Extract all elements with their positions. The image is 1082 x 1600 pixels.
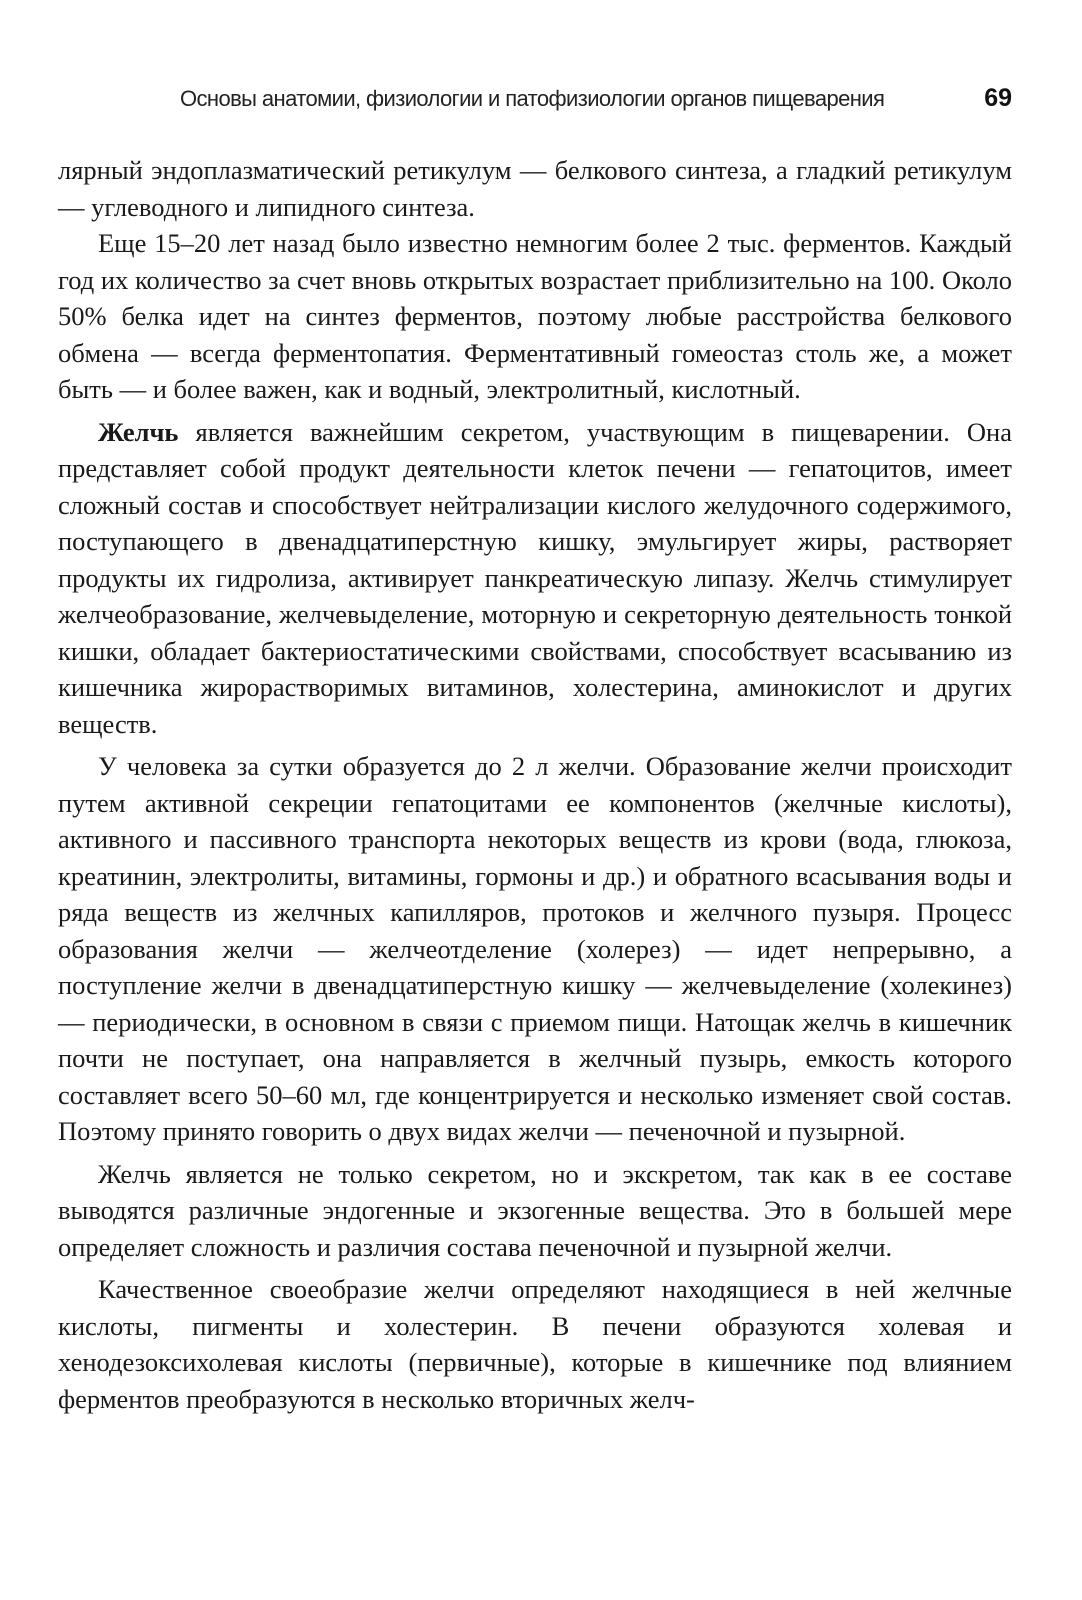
body-text <box>58 152 1012 1417</box>
paragraph-bile-excretion <box>58 1156 1012 1266</box>
paragraph-bile-formation <box>58 748 1012 1150</box>
paragraph-continuation <box>58 152 1012 225</box>
paragraph-text: является важнейшим секретом, участвующим в пищеварении. Она представляет собой продукт деятельности клеток печени — гепатоцитов, имеет сложный состав и способствует нейтрализации кислого желудочного содержимого, поступающего в двенадцатиперстную кишку, эмульгирует жиры, растворяет продукты их гидролиза, активирует панкреатическую липазу. Желчь стимулирует желчеобразование, желчевыделение, моторную и секреторную деятельность тонкой кишки, обладает бактериостатическими свойствами, способствует всасыванию из кишечника жирорастворимых витаминов, холестерина, аминокислот и других веществ. <box>58 416 1012 739</box>
paragraph-bile-acids <box>58 1271 1012 1417</box>
page-number: 69 <box>984 84 1012 112</box>
running-header <box>180 84 1012 124</box>
running-header-title: Основы анатомии, физиологии и патофизиологии органов пищеварения <box>180 86 885 111</box>
paragraph-text: Желчь является не только секретом, но и экскретом, так как в ее составе выводятся различные эндогенные и экзогенные вещества. Это в большей мере определяет сложность и различия состава печеночной и пузырной желчи. <box>58 1158 1012 1262</box>
paragraph-text: У человека за сутки образуется до 2 л желчи. Образование желчи происходит путем активной секреции гепатоцитами ее компонентов (желчные кислоты), активного и пассивного транспорта некоторых веществ из крови (вода, глюкоза, креатинин, электролиты, витамины, гормоны и др.) и обратного всасывания воды и ряда веществ из желчных капилляров, протоков и желчного пузыря. Процесс образования желчи — желчеотделение (холерез) — идет непрерывно, а поступление желчи в двенадцатиперстную кишку — желчевыделение (холекинез) — периодически, в основном в связи с приемом пищи. Натощак желчь в кишечник почти не поступает, она направляется в желчный пузырь, емкость которого составляет всего 50–60 мл, где концентрируется и несколько изменяет свой состав. Поэтому принято говорить о двух видах желчи — печеночной и пузырной. <box>58 751 1012 1146</box>
paragraph-text: лярный эндоплазматический ретикулум — белкового синтеза, а гладкий ретикулум — углеводного и липидного синтеза. <box>58 155 1012 222</box>
paragraph-enzymes <box>58 225 1012 408</box>
bold-term: Желчь <box>98 416 179 447</box>
paragraph-bile <box>58 414 1012 743</box>
paragraph-text: Еще 15–20 лет назад было известно немногим более 2 тыс. ферментов. Каждый год их количество за счет вновь открытых возрастает приблизительно на 100. Около 50% белка идет на синтез ферментов, поэтому любые расстройства белкового обмена — всегда ферментопатия. Ферментативный гомеостаз столь же, а может быть — и более важен, как и водный, электролитный, кислотный. <box>58 228 1012 404</box>
paragraph-text: Качественное своеобразие желчи определяют находящиеся в ней желчные кислоты, пигменты и холестерин. В печени образуются холевая и хенодезоксихолевая кислоты (первичные), которые в кишечнике под влиянием ферментов преобразуются в несколько вторичных желч- <box>58 1274 1012 1414</box>
